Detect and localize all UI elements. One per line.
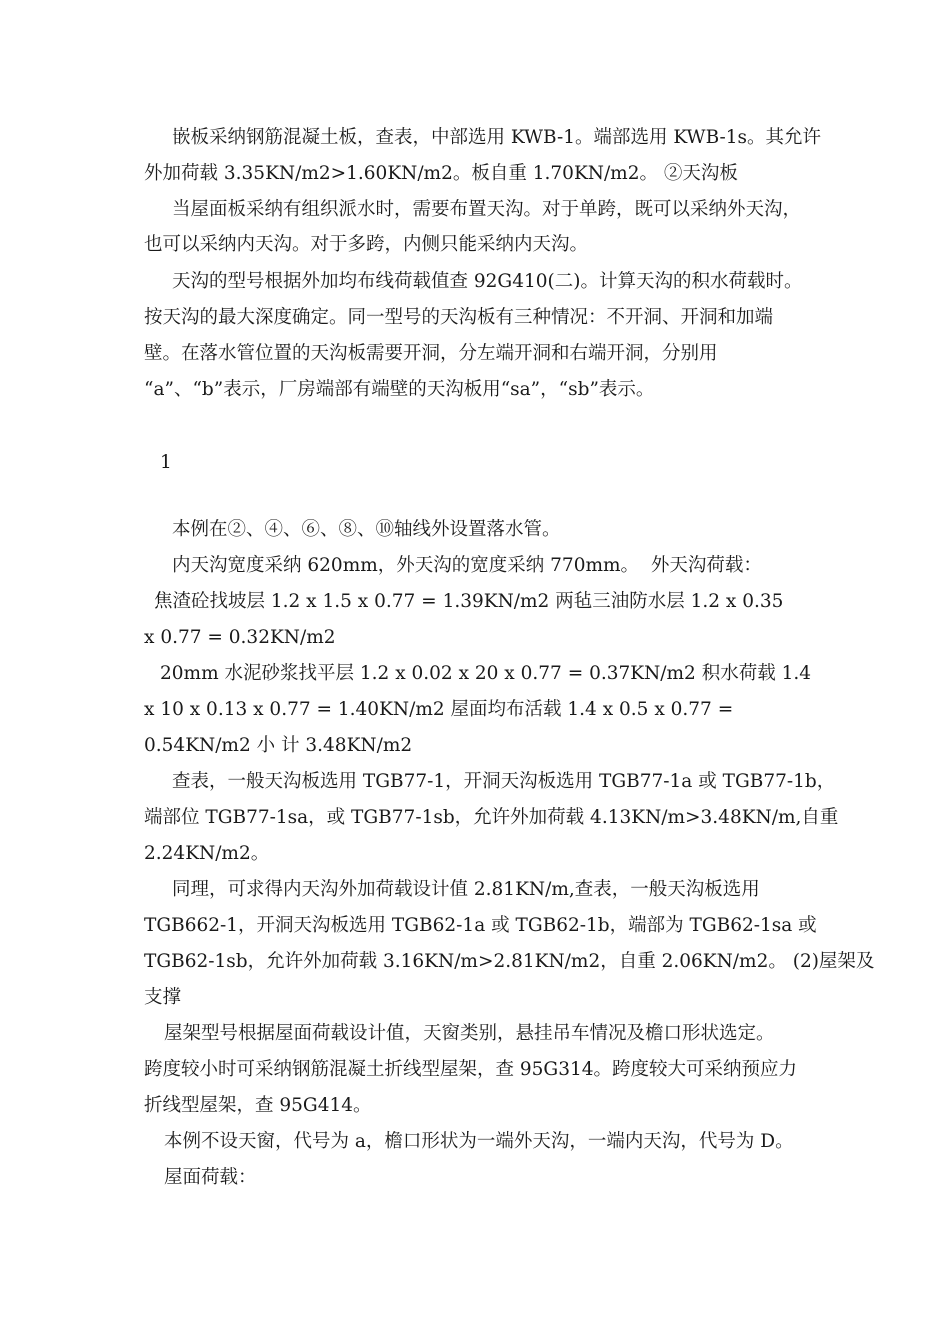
- paragraph-1-line-1: 嵌板采纳钢筋混凝土板，查表，中部选用 KWB-1。端部选用 KWB-1s。其允许: [172, 127, 822, 148]
- paragraph-6-line-3: TGB62-1sb，允许外加荷载 3.16KN/m>2.81KN/m2，自重 2.06KN/m2。 (2)屋架及: [144, 951, 875, 972]
- page-number: 1: [160, 452, 172, 473]
- paragraph-6-line-4: 支撑: [144, 987, 182, 1008]
- paragraph-4-line-3: 焦渣砼找坡层 1.2 x 1.5 x 0.77 = 1.39KN/m2 两毡三油防水层 1.2 x 0.35: [154, 591, 784, 612]
- paragraph-6-line-1: 同理，可求得内天沟外加荷载设计值 2.81KN/m,查表，一般天沟板选用: [172, 879, 760, 900]
- paragraph-8-line-1: 本例不设天窗，代号为 a，檐口形状为一端外天沟，一端内天沟，代号为 D。: [164, 1131, 794, 1152]
- paragraph-7-line-2: 跨度较小时可采纳钢筋混凝土折线型屋架，查 95G314。跨度较大可采纳预应力: [144, 1059, 798, 1080]
- paragraph-4-line-7: 0.54KN/m2 小 计 3.48KN/m2: [144, 735, 413, 756]
- paragraph-1-line-2: 外加荷载 3.35KN/m2>1.60KN/m2。板自重 1.70KN/m2。 ②天沟板: [144, 163, 738, 184]
- paragraph-3-line-4: “a”、“b”表示，厂房端部有端壁的天沟板用“sa”，“sb”表示。: [144, 379, 655, 400]
- paragraph-8-line-2: 屋面荷载：: [164, 1167, 257, 1188]
- paragraph-7-line-3: 折线型屋架，查 95G414。: [144, 1095, 372, 1116]
- paragraph-7-line-1: 屋架型号根据屋面荷载设计值，天窗类别，悬挂吊车情况及檐口形状选定。: [164, 1023, 775, 1044]
- paragraph-5-line-3: 2.24KN/m2。: [144, 843, 270, 864]
- paragraph-5-line-1: 查表，一般天沟板选用 TGB77-1，开洞天沟板选用 TGB77-1a 或 TGB77-1b，: [172, 771, 836, 792]
- paragraph-4-line-5: 20mm 水泥砂浆找平层 1.2 x 0.02 x 20 x 0.77 = 0.37KN/m2 积水荷载 1.4: [160, 663, 812, 684]
- paragraph-4-line-6: x 10 x 0.13 x 0.77 = 1.40KN/m2 屋面均布活载 1.4 x 0.5 x 0.77 =: [144, 699, 734, 720]
- paragraph-3-line-1: 天沟的型号根据外加均布线荷载值查 92G410(二)。计算天沟的积水荷载时。: [172, 271, 803, 292]
- paragraph-4-line-1: 本例在②、④、⑥、⑧、⑩轴线外设置落水管。: [172, 519, 561, 540]
- paragraph-4-line-4: x 0.77 = 0.32KN/m2: [144, 627, 336, 648]
- paragraph-2-line-1: 当屋面板采纳有组织派水时，需要布置天沟。对于单跨，既可以采纳外天沟，: [172, 199, 802, 220]
- paragraph-4-line-2: 内天沟宽度采纳 620mm，外天沟的宽度采纳 770mm。 外天沟荷载：: [172, 555, 762, 576]
- paragraph-5-line-2: 端部位 TGB77-1sa，或 TGB77-1sb，允许外加荷载 4.13KN/m>3.48KN/m,自重: [144, 807, 839, 828]
- paragraph-3-line-3: 壁。在落水管位置的天沟板需要开洞，分左端开洞和右端开洞，分别用: [144, 343, 718, 364]
- paragraph-2-line-2: 也可以采纳内天沟。对于多跨，内侧只能采纳内天沟。: [144, 234, 589, 255]
- paragraph-3-line-2: 按天沟的最大深度确定。同一型号的天沟板有三种情况：不开洞、开洞和加端: [144, 307, 774, 328]
- paragraph-6-line-2: TGB662-1，开洞天沟板选用 TGB62-1a 或 TGB62-1b，端部为 TGB62-1sa 或: [144, 915, 817, 936]
